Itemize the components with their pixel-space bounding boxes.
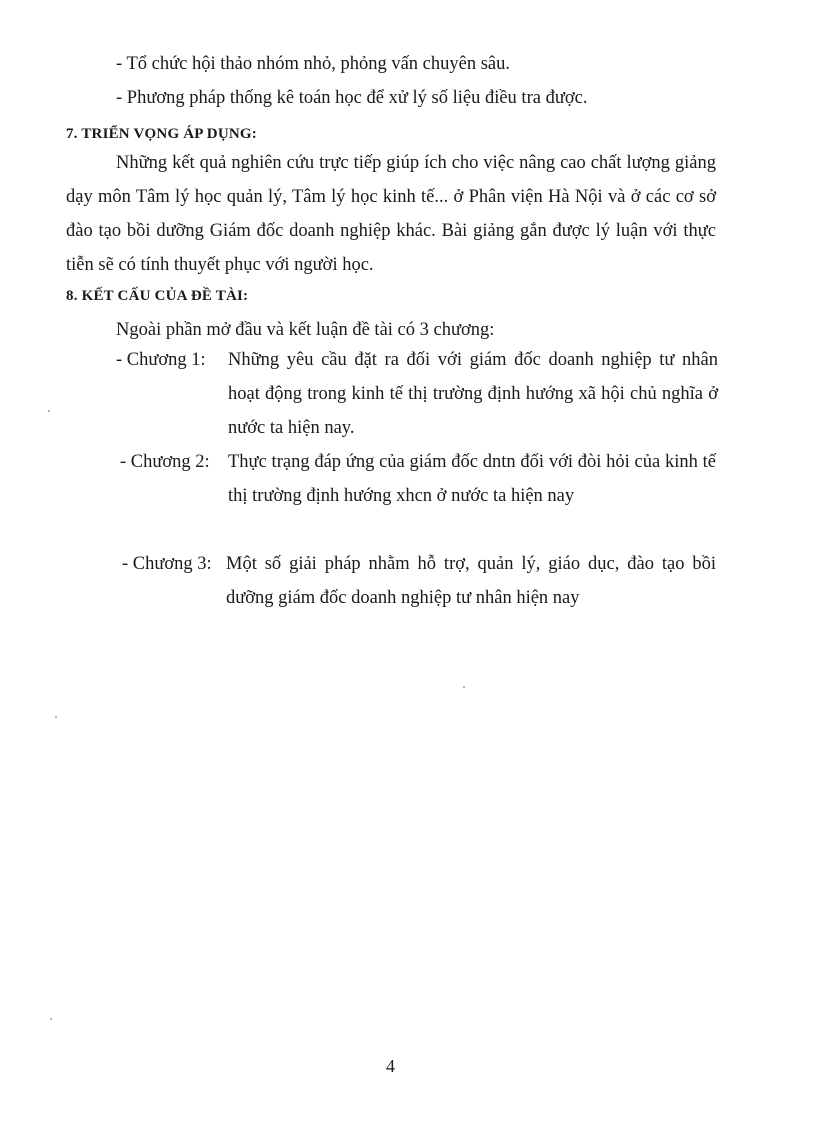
chapter-1-label: - Chương 1: (116, 350, 206, 370)
chapter-2-label: - Chương 2: (120, 452, 210, 472)
method-item-2: - Phương pháp thống kê toán học để xử lý số liệu điều tra được. (116, 88, 588, 108)
chapter-2-item (120, 445, 716, 547)
section-7-heading: 7. TRIỂN VỌNG ÁP DỤNG: (66, 126, 257, 142)
scan-speck (48, 410, 50, 412)
scan-speck (50, 1018, 52, 1020)
scan-speck (55, 716, 57, 718)
page-number: 4 (386, 1056, 395, 1076)
section-7-body: Những kết quả nghiên cứu trực tiếp giúp ích cho việc nâng cao chất lượng giảng dạy môn Tâm lý học quản lý, Tâm lý học kinh tế... ở Phân viện Hà Nội và ở các cơ sở đào tạo bồi dưỡng Giám đốc doanh nghiệp khác. Bài giảng gắn được lý luận với thực tiễn sẽ có tính thuyết phục với người học. (66, 153, 716, 275)
scan-speck (463, 686, 465, 688)
method-item-1: - Tổ chức hội thảo nhóm nhỏ, phỏng vấn chuyên sâu. (116, 54, 511, 74)
chapter-1-item (116, 343, 716, 445)
chapter-2-text: Thực trạng đáp ứng của giám đốc dntn đối với đòi hỏi của kinh tế thị trường định hướng xhcn ở nước ta hiện nay (228, 452, 716, 506)
chapter-3-text: Một số giải pháp nhằm hỗ trợ, quản lý, giáo dục, đào tạo bồi dưỡng giám đốc doanh nghiệp tư nhân hiện nay (226, 554, 716, 608)
chapter-3-item (122, 547, 716, 615)
section-8-intro: Ngoài phần mở đầu và kết luận đề tài có 3 chương: (116, 320, 495, 340)
section-8-heading: 8. KẾT CẤU CỦA ĐỀ TÀI: (66, 288, 249, 304)
chapter-3-label: - Chương 3: (122, 554, 212, 574)
chapter-1-text: Những yêu cầu đặt ra đối với giám đốc doanh nghiệp tư nhân hoạt động trong kinh tế thị trường định hướng xã hội chủ nghĩa ở nước ta hiện nay. (228, 350, 718, 438)
